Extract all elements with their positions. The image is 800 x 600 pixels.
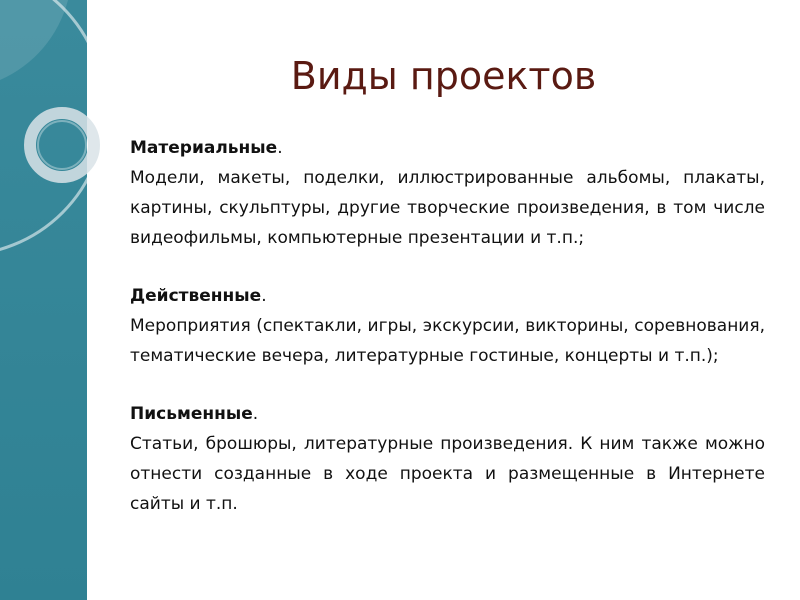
section-heading-text: Материальные [130, 138, 278, 158]
slide-title: Виды проектов [290, 54, 597, 98]
section-heading [130, 281, 765, 311]
section-heading [130, 133, 765, 163]
section-heading-punct: . [261, 286, 267, 306]
content-body [130, 133, 765, 547]
section-heading-text: Действенные [130, 286, 262, 306]
section-text: Модели, макеты, поделки, иллюстрированные альбомы, плакаты, картины, скульптуры, другие творческие произведения, в том числе видеофильмы, компьютерные презентации и т.п.; [130, 168, 765, 248]
section-text: Мероприятия (спектакли, игры, экскурсии, викторины, соревнования, тематические вечера, литературные гостиные, концерты и т.п.); [130, 316, 765, 366]
section-action [130, 281, 765, 371]
section-written [130, 399, 765, 519]
section-heading-punct: . [252, 404, 259, 424]
side-band [0, 0, 87, 600]
section-heading-text: Письменные [130, 404, 253, 424]
section-heading [130, 399, 765, 429]
section-heading-punct: . [277, 138, 283, 158]
section-material [130, 133, 765, 253]
section-text: Статьи, брошюры, литературные произведения. К ним также можно отнести созданные в ходе проекта и размещенные в Интернете сайты и т.п. [130, 434, 765, 514]
